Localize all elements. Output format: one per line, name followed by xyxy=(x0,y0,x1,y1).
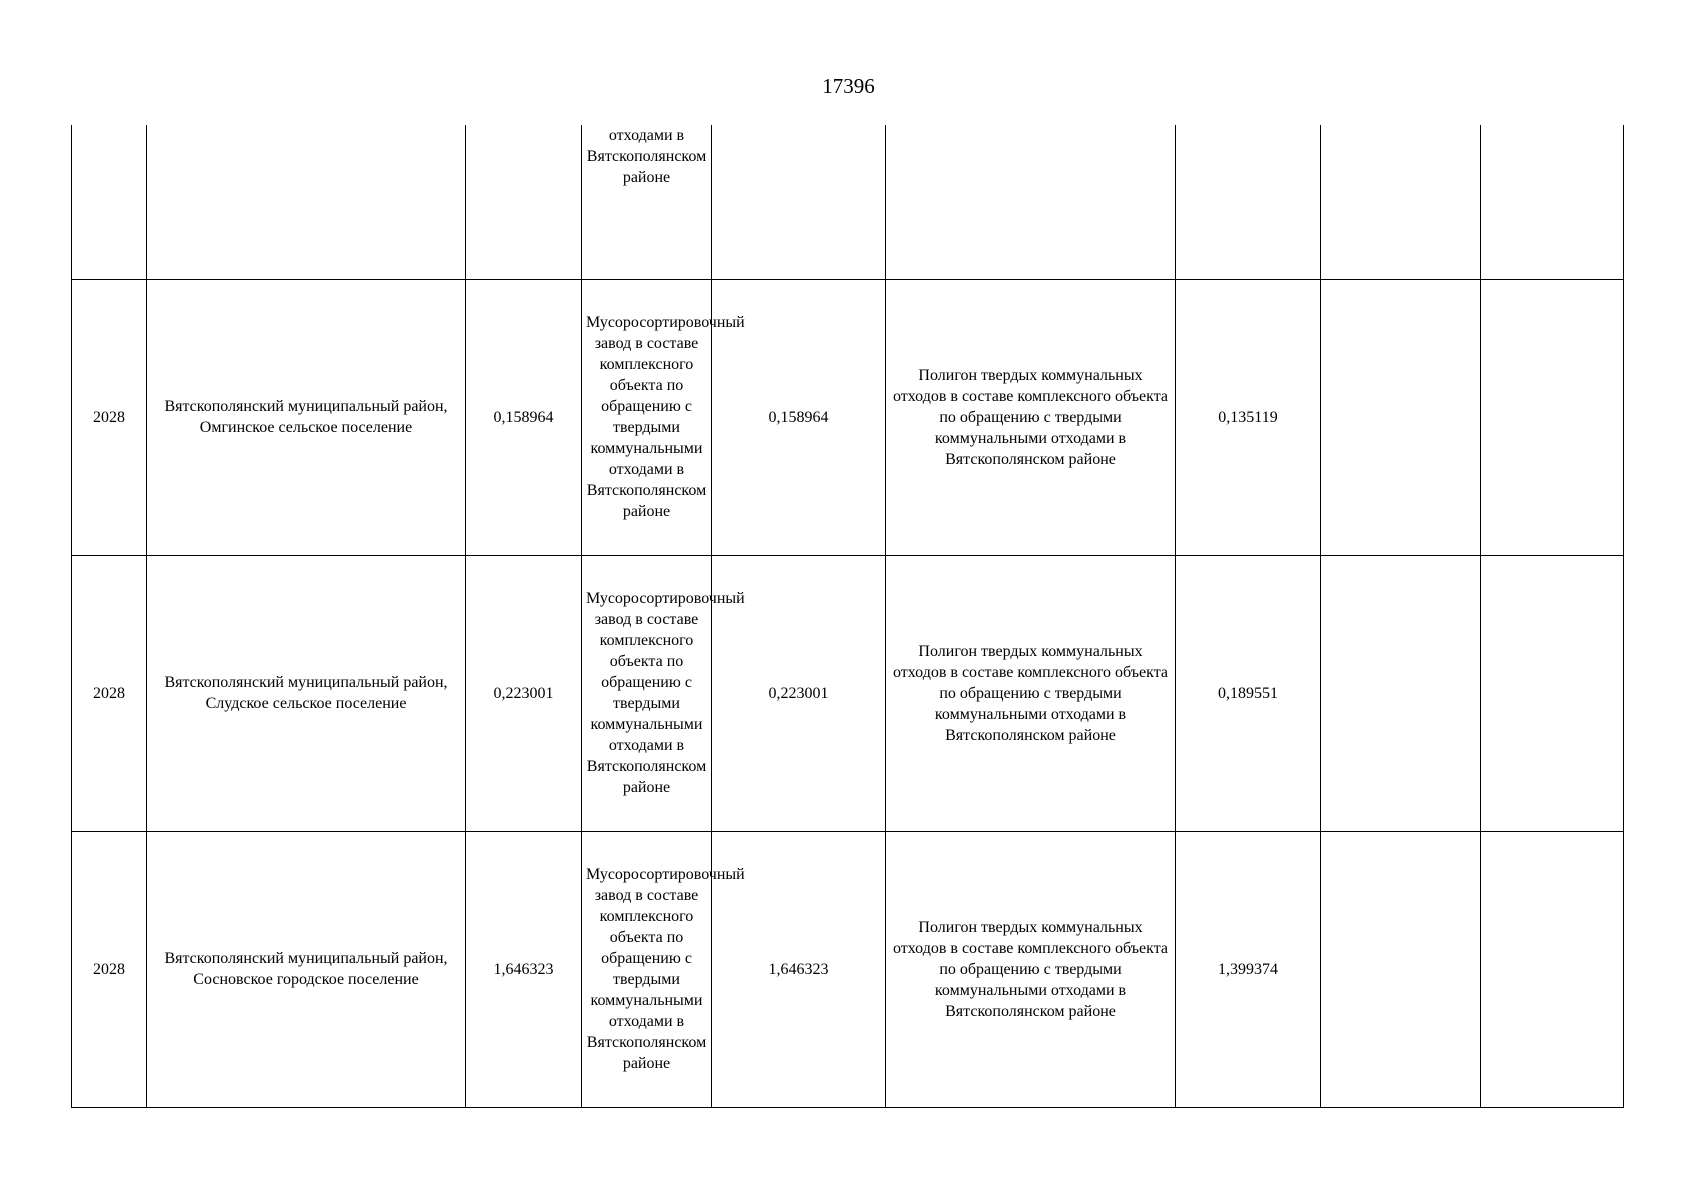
cell-col-8 xyxy=(1321,831,1481,1107)
cell-volume-1: 0,158964 xyxy=(466,279,582,555)
cell-volume-2: 0,223001 xyxy=(712,555,886,831)
cell-volume-3 xyxy=(1176,125,1321,279)
cell-facility-1: Мусоросортировочный завод в составе комплексного объекта по обращению с твердыми коммунальными отходами в Вятскополянском районе xyxy=(582,555,712,831)
cell-facility-2: Полигон твердых коммунальных отходов в составе комплексного объекта по обращению с твердыми коммунальными отходами в Вятскополянском районе xyxy=(886,279,1176,555)
cell-volume-1: 1,646323 xyxy=(466,831,582,1107)
cell-facility-1: Мусоросортировочный завод в составе комплексного объекта по обращению с твердыми коммунальными отходами в Вятскополянском районе xyxy=(582,831,712,1107)
cell-facility-1: Мусоросортировочный завод в составе комплексного объекта по обращению с твердыми коммунальными отходами в Вятскополянском районе xyxy=(582,279,712,555)
cell-year: 2028 xyxy=(72,831,147,1107)
cell-col-9 xyxy=(1481,125,1624,279)
waste-flow-table xyxy=(71,125,1624,1108)
table-row xyxy=(72,555,1624,831)
cell-volume-1 xyxy=(466,125,582,279)
cell-volume-2: 1,646323 xyxy=(712,831,886,1107)
cell-col-8 xyxy=(1321,555,1481,831)
cell-volume-3: 0,189551 xyxy=(1176,555,1321,831)
page-number: 17396 xyxy=(822,74,875,98)
cell-municipality: Вятскополянский муниципальный район, Слудское сельское поселение xyxy=(147,555,466,831)
cell-year xyxy=(72,125,147,279)
cell-municipality: Вятскополянский муниципальный район, Омгинское сельское поселение xyxy=(147,279,466,555)
cell-volume-2: 0,158964 xyxy=(712,279,886,555)
cell-col-8 xyxy=(1321,125,1481,279)
cell-volume-1: 0,223001 xyxy=(466,555,582,831)
table-row-continued xyxy=(72,125,1624,279)
cell-year: 2028 xyxy=(72,279,147,555)
cell-facility-2: Полигон твердых коммунальных отходов в составе комплексного объекта по обращению с твердыми коммунальными отходами в Вятскополянском районе xyxy=(886,555,1176,831)
cell-volume-3: 0,135119 xyxy=(1176,279,1321,555)
cell-col-9 xyxy=(1481,555,1624,831)
cell-facility-2: Полигон твердых коммунальных отходов в составе комплексного объекта по обращению с твердыми коммунальными отходами в Вятскополянском районе xyxy=(886,831,1176,1107)
cell-volume-3: 1,399374 xyxy=(1176,831,1321,1107)
cell-municipality xyxy=(147,125,466,279)
cell-col-8 xyxy=(1321,279,1481,555)
table-row xyxy=(72,279,1624,555)
cell-col-9 xyxy=(1481,831,1624,1107)
cell-facility-2 xyxy=(886,125,1176,279)
cell-year: 2028 xyxy=(72,555,147,831)
cell-col-9 xyxy=(1481,279,1624,555)
cell-facility-1: отходами в Вятскополянском районе xyxy=(582,125,712,279)
cell-volume-2 xyxy=(712,125,886,279)
table-row xyxy=(72,831,1624,1107)
cell-municipality: Вятскополянский муниципальный район, Сосновское городское поселение xyxy=(147,831,466,1107)
